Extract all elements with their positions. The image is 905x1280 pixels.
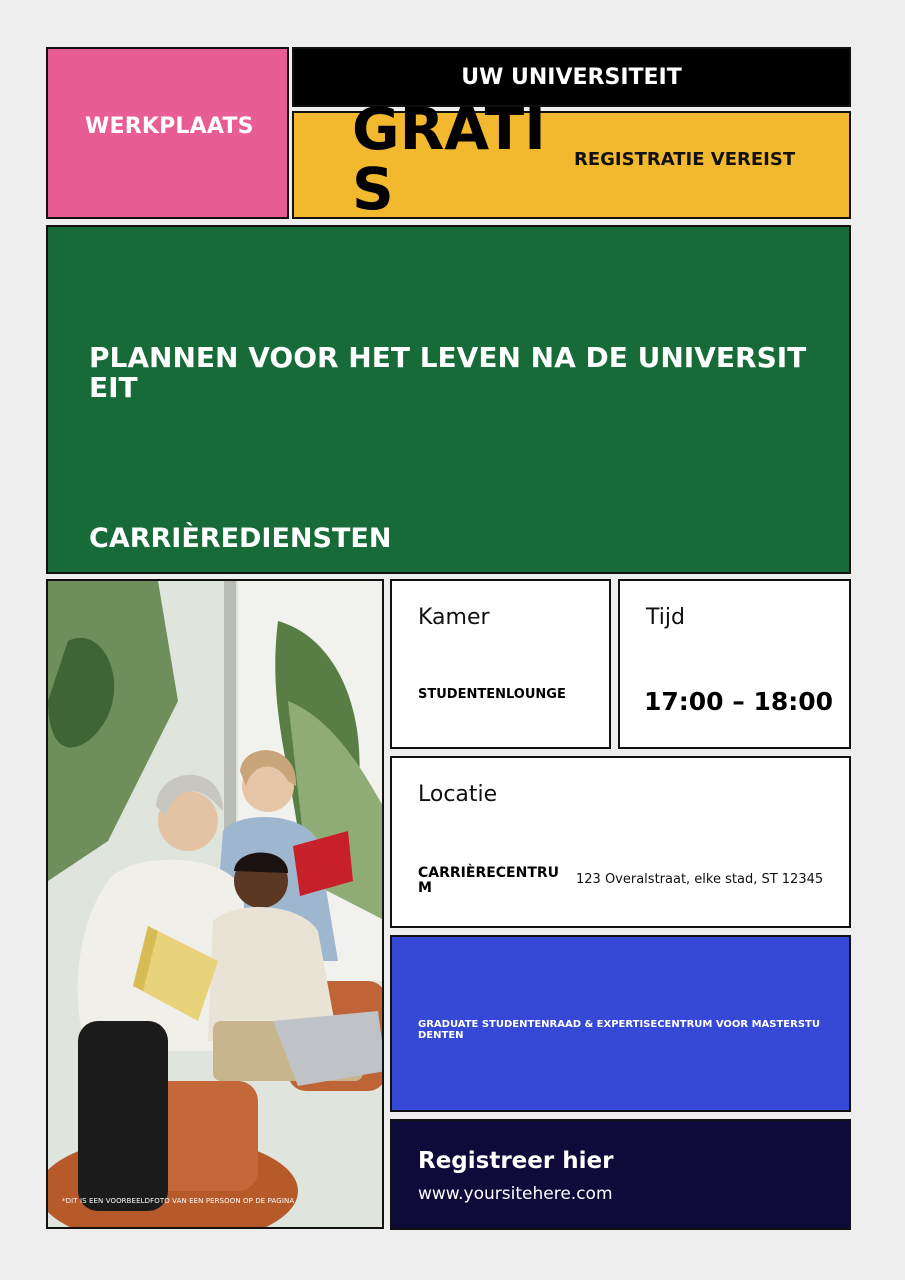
time-label: Tijd [646, 605, 685, 630]
organizer-panel [390, 935, 851, 1112]
event-subtitle: CARRIÈREDIENSTEN [89, 523, 392, 554]
location-label: Locatie [418, 782, 498, 807]
students-photo [46, 579, 384, 1229]
hero-panel [46, 225, 851, 574]
register-panel[interactable] [390, 1119, 851, 1230]
students-illustration [48, 581, 384, 1229]
university-name: UW UNIVERSITEIT [461, 65, 682, 90]
photo-caption: *DIT IS EEN VOORBEELDFOTO VAN EEN PERSOON OP DE PAGINA [62, 1197, 295, 1205]
free-registration-banner [292, 95, 851, 223]
organizer-text: GRADUATE STUDENTENRAAD & EXPERTISECENTRUM VOOR MASTERSTUDENTEN [418, 1019, 820, 1041]
location-card [390, 756, 851, 928]
workshop-badge [46, 47, 289, 219]
register-heading: Registreer hier [418, 1148, 614, 1174]
event-title: PLANNEN VOOR HET LEVEN NA DE UNIVERSITEIT [89, 341, 807, 404]
free-label: GRATIS [352, 95, 546, 223]
room-value: STUDENTENLOUNGE [418, 687, 566, 702]
time-value: 17:00 – 18:00 [644, 687, 834, 716]
time-card [618, 579, 851, 749]
room-label: Kamer [418, 605, 490, 630]
register-url[interactable]: www.yoursitehere.com [418, 1184, 613, 1204]
location-address: 123 Overalstraat, elke stad, ST 12345 [576, 872, 824, 887]
room-card [390, 579, 611, 749]
location-value: CARRIÈRECENTRUM [418, 865, 560, 896]
workshop-label: WERKPLAATS [85, 114, 254, 139]
registration-note: REGISTRATIE VEREIST [574, 149, 796, 170]
